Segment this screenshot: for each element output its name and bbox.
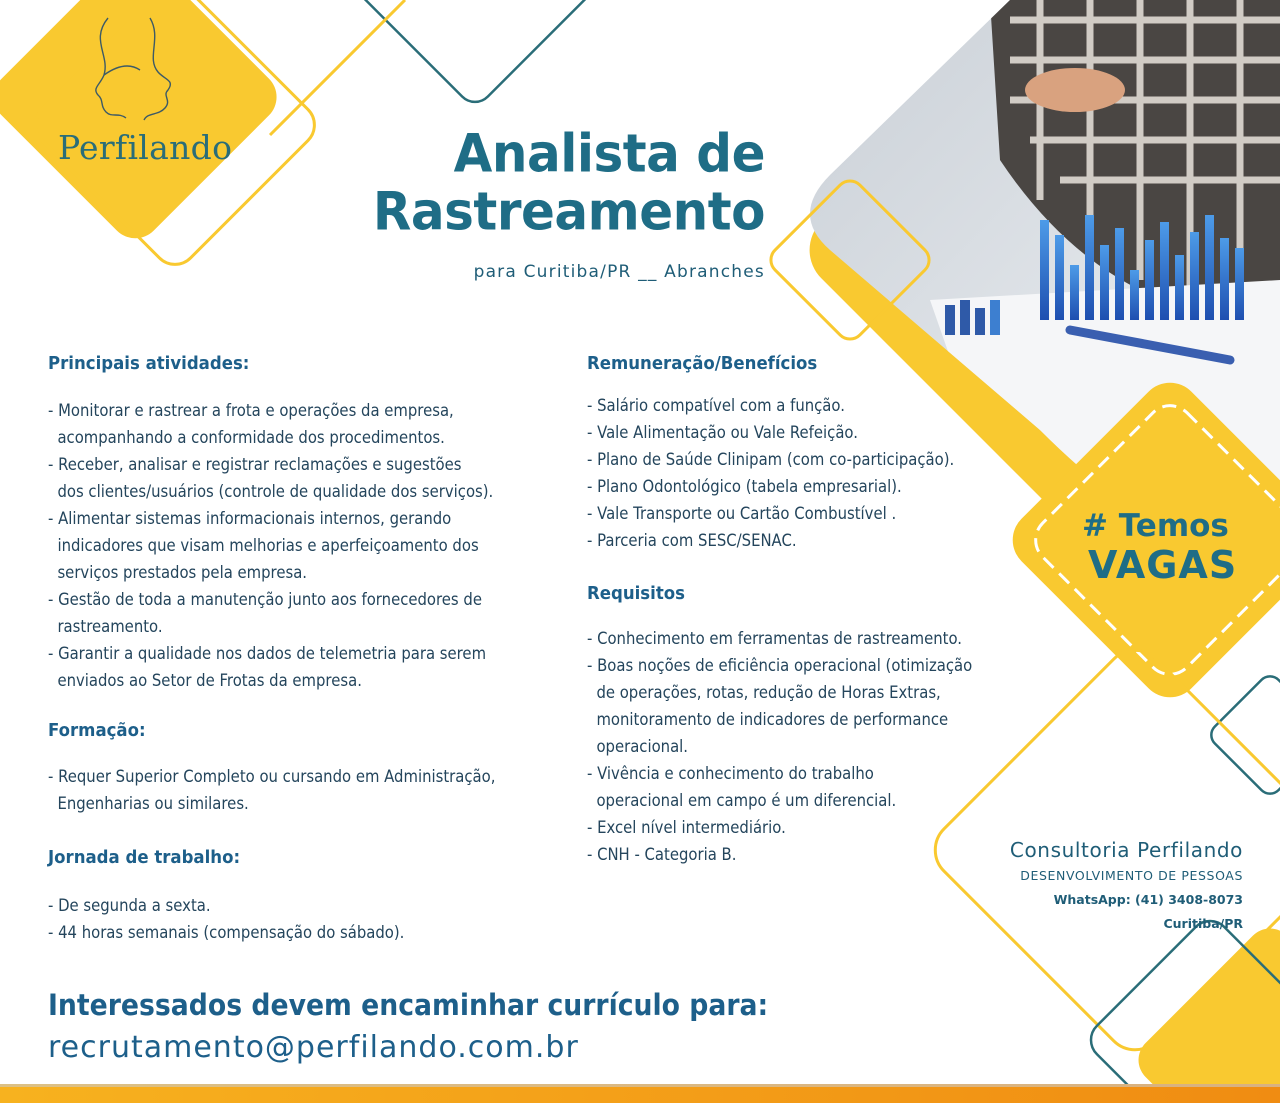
benefits-heading: Remuneração/Benefícios	[587, 353, 818, 374]
benefits-text: - Salário compatível com a função. - Vale Alimentação ou Vale Refeição. - Plano de Saúde Clinipam (com co-participação). - Plano Odontológico (tabela empresarial). - Vale Transporte ou Cartão Combustível . - Parceria com SESC/SENAC.	[587, 396, 955, 550]
logo-tile	[0, 0, 287, 249]
activities-heading: Principais atividades:	[48, 353, 250, 374]
brand-name: Perfilando	[58, 128, 233, 167]
contact-tagline: DESENVOLVIMENTO DE PESSOAS	[1020, 868, 1243, 883]
education-heading: Formação:	[48, 720, 146, 741]
job-location: para Curitiba/PR __ Abranches	[473, 262, 765, 282]
contact-company: Consultoria Perfilando	[1009, 838, 1243, 862]
activities-text: - Monitorar e rastrear a frota e operações da empresa, acompanhando a conformidade dos procedimentos. - Receber, analisar e registrar reclamações e sugestões dos clientes/usuários (controle de qualidade dos serviços). - Alimentar sistemas informacionais internos, gerando indicadores que visam melhorias e aperfeiçoamento dos serviços prestados pela empresa. - Gestão de toda a manutenção junto aos fornecedores de rastreamento. - Garantir a qualidade nos dados de telemetria para serem enviados ao Setor de Frotas da empresa.	[48, 401, 494, 690]
badge-line2: VAGAS	[1088, 543, 1238, 587]
education-text: - Requer Superior Completo ou cursando em Administração, Engenharias ou similares.	[48, 767, 496, 813]
schedule-text: - De segunda a sexta. - 44 horas semanais (compensação do sábado).	[48, 896, 405, 942]
contact-whatsapp[interactable]: WhatsApp: (41) 3408-8073	[1053, 892, 1243, 907]
job-title	[372, 122, 765, 243]
requirements-heading: Requisitos	[587, 583, 685, 604]
badge-line1: # Temos	[1082, 508, 1229, 544]
contact-city: Curitiba/PR	[1163, 916, 1243, 931]
cta-email-link[interactable]: recrutamento@perfilando.com.br	[48, 1030, 579, 1065]
job-title-line2: Rastreamento	[372, 180, 765, 243]
schedule-heading: Jornada de trabalho:	[48, 847, 241, 868]
requirements-text: - Conhecimento em ferramentas de rastreamento. - Boas noções de eficiência operacional (otimização de operações, rotas, redução de Horas Extras, monitoramento de indicadores de performance operacional. - Vivência e conhecimento do trabalho operacional em campo é um diferencial. - Excel nível intermediário. - CNH - Categoria B.	[587, 629, 973, 864]
cta-heading: Interessados devem encaminhar currículo para:	[48, 988, 769, 1022]
job-title-line1: Analista de	[453, 122, 765, 185]
